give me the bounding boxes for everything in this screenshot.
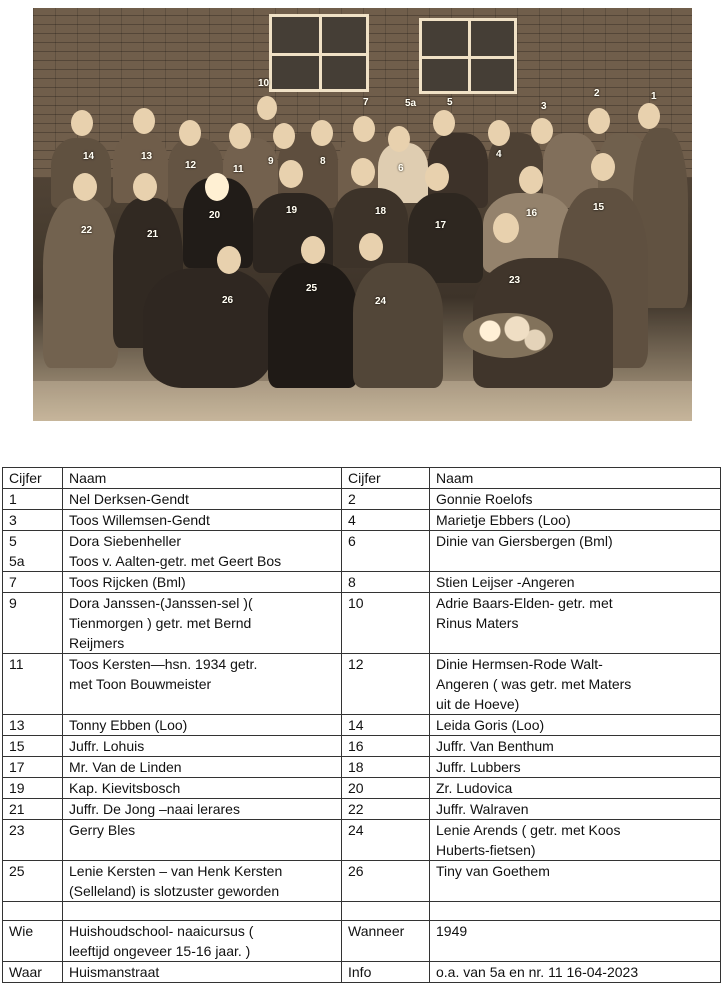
photo-label-15: 15 <box>593 202 605 213</box>
naam-cell: Dora Siebenheller Toos v. Aalten-getr. met Geert Bos <box>63 531 342 572</box>
cijfer-cell: 14 <box>342 715 430 736</box>
head <box>588 108 610 134</box>
head <box>301 236 325 264</box>
head <box>425 163 449 191</box>
photo-label-1: 1 <box>651 91 657 102</box>
table-row <box>3 820 721 861</box>
header-cijfer: Cijfer <box>342 468 430 489</box>
photo-label-3: 3 <box>541 101 547 112</box>
table-row <box>3 778 721 799</box>
head <box>519 166 543 194</box>
header-cijfer: Cijfer <box>3 468 63 489</box>
head <box>217 246 241 274</box>
cijfer-cell: 5 5a <box>3 531 63 572</box>
photo-label-17: 17 <box>435 220 447 231</box>
naam-cell: Tiny van Goethem <box>430 861 721 902</box>
cijfer-cell: 25 <box>3 861 63 902</box>
table-row <box>3 593 721 654</box>
wanneer-label: Wanneer <box>342 921 430 962</box>
head <box>493 213 519 243</box>
photo-label-5a: 5a <box>405 98 417 109</box>
person-figure <box>268 263 358 388</box>
table-row <box>3 736 721 757</box>
photo-label-7: 7 <box>363 97 369 108</box>
photo-label-23: 23 <box>509 275 521 286</box>
blank-cell <box>342 902 430 921</box>
blank-cell <box>63 902 342 921</box>
names-table <box>2 467 721 983</box>
naam-cell: Juffr. De Jong –naai lerares <box>63 799 342 820</box>
head <box>273 123 295 149</box>
cijfer-cell: 1 <box>3 489 63 510</box>
cijfer-cell: 18 <box>342 757 430 778</box>
photo-label-11: 11 <box>233 164 244 175</box>
cijfer-cell: 20 <box>342 778 430 799</box>
table-row <box>3 757 721 778</box>
cijfer-cell: 2 <box>342 489 430 510</box>
info-label: Info <box>342 962 430 983</box>
head <box>351 158 375 186</box>
cijfer-cell: 3 <box>3 510 63 531</box>
wie-value: Huishoudschool- naaicursus ( leeftijd ongeveer 15-16 jaar. ) <box>63 921 342 962</box>
waar-label: Waar <box>3 962 63 983</box>
naam-cell: Stien Leijser -Angeren <box>430 572 721 593</box>
photo-label-6: 6 <box>398 163 404 174</box>
window-right <box>419 18 517 94</box>
photo-label-18: 18 <box>375 206 387 217</box>
photo-label-10: 10 <box>258 78 270 89</box>
head <box>279 160 303 188</box>
naam-cell: Toos Rijcken (Bml) <box>63 572 342 593</box>
head <box>179 120 201 146</box>
cijfer-cell: 24 <box>342 820 430 861</box>
cijfer-cell: 17 <box>3 757 63 778</box>
naam-cell: Juffr. Walraven <box>430 799 721 820</box>
head <box>359 233 383 261</box>
photo-label-8: 8 <box>320 156 326 167</box>
blank-row <box>3 902 721 921</box>
head <box>311 120 333 146</box>
head <box>531 118 553 144</box>
photo-label-19: 19 <box>286 205 298 216</box>
photo-label-2: 2 <box>594 88 600 99</box>
naam-cell: Gonnie Roelofs <box>430 489 721 510</box>
head <box>388 126 410 152</box>
head <box>488 120 510 146</box>
table-row <box>3 510 721 531</box>
photo-label-5: 5 <box>447 97 453 108</box>
naam-cell: Kap. Kievitsbosch <box>63 778 342 799</box>
photo-label-16: 16 <box>526 208 538 219</box>
table-row <box>3 572 721 593</box>
photo-label-21: 21 <box>147 229 159 240</box>
naam-cell: Marietje Ebbers (Loo) <box>430 510 721 531</box>
naam-cell: Toos Willemsen-Gendt <box>63 510 342 531</box>
naam-cell: Tonny Ebben (Loo) <box>63 715 342 736</box>
wanneer-value: 1949 <box>430 921 721 962</box>
table-row <box>3 489 721 510</box>
naam-cell: Mr. Van de Linden <box>63 757 342 778</box>
naam-cell: Leida Goris (Loo) <box>430 715 721 736</box>
cijfer-cell: 11 <box>3 654 63 715</box>
cijfer-cell: 12 <box>342 654 430 715</box>
naam-cell: Dinie van Giersbergen (Bml) <box>430 531 721 572</box>
naam-cell: Juffr. Lubbers <box>430 757 721 778</box>
cijfer-cell: 6 <box>342 531 430 572</box>
naam-cell: Nel Derksen-Gendt <box>63 489 342 510</box>
person-figure <box>43 198 118 368</box>
cijfer-cell: 15 <box>3 736 63 757</box>
naam-cell: Adrie Baars-Elden- getr. met Rinus Maters <box>430 593 721 654</box>
table-row <box>3 531 721 572</box>
cijfer-cell: 22 <box>342 799 430 820</box>
window-left <box>269 14 369 92</box>
cijfer-cell: 21 <box>3 799 63 820</box>
blank-cell <box>430 902 721 921</box>
naam-cell: Dinie Hermsen-Rode Walt- Angeren ( was getr. met Maters uit de Hoeve) <box>430 654 721 715</box>
head <box>638 103 660 129</box>
photo-label-26: 26 <box>222 295 234 306</box>
cijfer-cell: 16 <box>342 736 430 757</box>
head <box>591 153 615 181</box>
blank-cell <box>3 902 63 921</box>
cijfer-cell: 7 <box>3 572 63 593</box>
naam-cell: Juffr. Lohuis <box>63 736 342 757</box>
photo-label-22: 22 <box>81 225 93 236</box>
head <box>73 173 97 201</box>
naam-cell: Toos Kersten—hsn. 1934 getr. met Toon Bouwmeister <box>63 654 342 715</box>
cijfer-cell: 8 <box>342 572 430 593</box>
cijfer-cell: 10 <box>342 593 430 654</box>
photo-label-9: 9 <box>268 156 274 167</box>
table-row <box>3 799 721 820</box>
waar-value: Huismanstraat <box>63 962 342 983</box>
person-figure <box>353 263 443 388</box>
header-naam: Naam <box>430 468 721 489</box>
table-row <box>3 715 721 736</box>
photo-label-25: 25 <box>306 283 318 294</box>
cijfer-cell: 4 <box>342 510 430 531</box>
head <box>229 123 251 149</box>
person-figure <box>143 268 273 388</box>
naam-cell: Juffr. Van Benthum <box>430 736 721 757</box>
info-value: o.a. van 5a en nr. 11 16-04-2023 <box>430 962 721 983</box>
group-photo <box>33 8 692 421</box>
naam-cell: Gerry Bles <box>63 820 342 861</box>
header-naam: Naam <box>63 468 342 489</box>
naam-cell: Zr. Ludovica <box>430 778 721 799</box>
cijfer-cell: 19 <box>3 778 63 799</box>
naam-cell: Dora Janssen-(Janssen-sel )( Tienmorgen ) getr. met Bernd Reijmers <box>63 593 342 654</box>
cijfer-cell: 23 <box>3 820 63 861</box>
cijfer-cell: 26 <box>342 861 430 902</box>
photo-label-20: 20 <box>209 210 221 221</box>
table-row <box>3 861 721 902</box>
cijfer-cell: 13 <box>3 715 63 736</box>
photo-label-14: 14 <box>83 151 95 162</box>
head <box>353 116 375 142</box>
cijfer-cell: 9 <box>3 593 63 654</box>
head <box>257 96 277 120</box>
photo-label-13: 13 <box>141 151 153 162</box>
head <box>71 110 93 136</box>
head <box>433 110 455 136</box>
flower-bouquet <box>463 313 553 358</box>
photo-label-4: 4 <box>496 149 502 160</box>
photo-label-24: 24 <box>375 296 387 307</box>
wie-row <box>3 921 721 962</box>
naam-cell: Lenie Kersten – van Henk Kersten (Selleland) is slotzuster geworden <box>63 861 342 902</box>
waar-row <box>3 962 721 983</box>
photo-label-12: 12 <box>185 160 197 171</box>
head <box>133 108 155 134</box>
head <box>133 173 157 201</box>
table-header-row <box>3 468 721 489</box>
head <box>205 173 229 201</box>
wie-label: Wie <box>3 921 63 962</box>
table-row <box>3 654 721 715</box>
naam-cell: Lenie Arends ( getr. met Koos Huberts-fietsen) <box>430 820 721 861</box>
